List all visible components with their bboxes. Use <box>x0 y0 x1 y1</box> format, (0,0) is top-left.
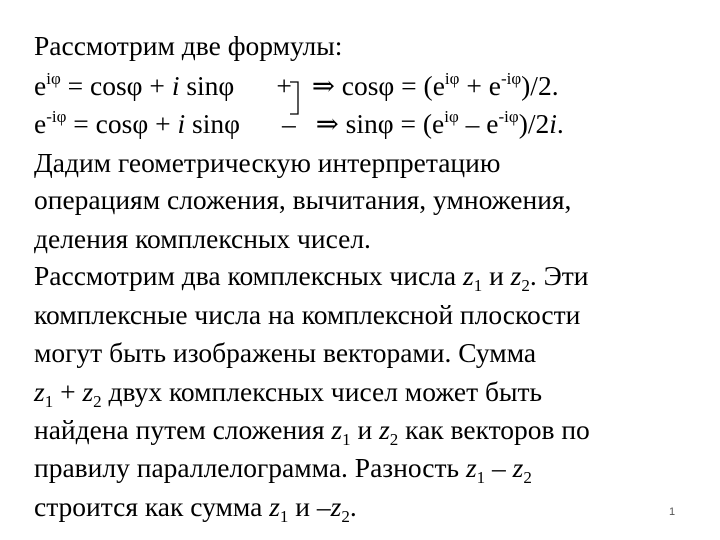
minus-operator: – <box>281 108 296 139</box>
paragraph-line: $z_1 + z_2$ двух комплексных чисел может быть <box>34 376 543 411</box>
paragraph-line: деления комплексных чисел. <box>34 223 371 254</box>
paragraph-line: Рассмотрим два комплексных числа $z_1$ и $z_2$. Эти <box>34 260 589 295</box>
formula-2: $e^{-i\varphi} = \cos\varphi + i$ sinφ – ⇒ $\sin\varphi = (e^{i\varphi} - e^{-i\varphi})/2i$. <box>34 107 564 139</box>
intro-line: Рассмотрим две формулы: <box>34 30 343 61</box>
paragraph-line: комплексные числа на комплексной плоскости <box>34 299 581 330</box>
paragraph-line: операциям сложения, вычитания, умножения, <box>34 184 572 215</box>
paragraph-line: найдена путем сложения $z_1$ и $z_2$ как векторов по <box>34 414 590 449</box>
implies-arrow: ⇒ <box>311 70 335 101</box>
plus-operator: + <box>276 70 292 101</box>
implies-arrow: ⇒ <box>315 108 339 139</box>
paragraph-line: могут быть изображены векторами. Сумма <box>34 337 537 368</box>
paragraph-line: правилу параллелограмма. Разность $z_1 - z_2$ <box>34 452 532 487</box>
page-number: 1 <box>669 506 676 518</box>
formula-1: $e^{i\varphi} = \cos\varphi + i$ sinφ + ⇒ $\cos\varphi = (e^{i\varphi} + e^{-i\varphi})/2$. <box>34 69 559 101</box>
paragraph-line: строится как сумма $z_1$ и $-z_2$. <box>34 491 357 526</box>
paragraph-line: Дадим геометрическую интерпретацию <box>34 147 501 178</box>
formula-bracket <box>290 80 302 116</box>
